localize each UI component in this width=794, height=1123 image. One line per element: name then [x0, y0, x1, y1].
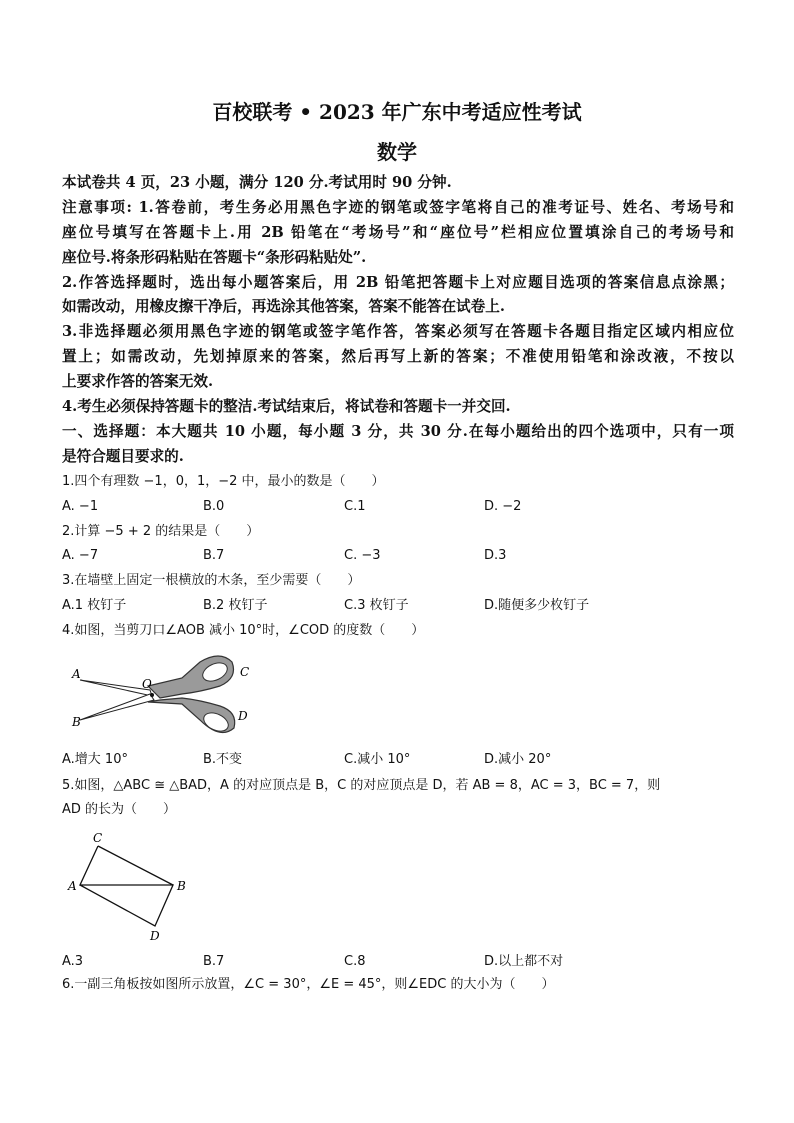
question-2-stem: 2.计算 −5 + 2 的结果是（ ）	[62, 524, 260, 539]
label-b: B	[72, 715, 81, 729]
q1-option-c: C.1	[344, 499, 366, 514]
note-line: 如需改动，用橡皮擦干净后，再选涂其他答案，答案不能答在试卷上.	[62, 298, 505, 315]
q2-option-a: A. −7	[62, 548, 99, 563]
note-line: 座位号填写在答题卡上.用 2B 铅笔在“考场号”和“座位号”栏相应位置填涂自己的考场号和	[62, 224, 734, 241]
q5-option-b: B.7	[203, 954, 225, 969]
label-b: B	[177, 879, 186, 893]
question-3-stem: 3.在墙壁上固定一根横放的木条，至少需要（ ）	[62, 573, 361, 588]
label-c: C	[240, 665, 250, 679]
q3-option-d: D.随便多少枚钉子	[484, 598, 590, 613]
note-line: 注意事项: 1.答卷前，考生务必用黑色字迹的钢笔或签字笔将自己的准考证号、姓名、考场号和	[62, 199, 734, 216]
q1-option-b: B.0	[203, 499, 225, 514]
section-heading: 一、选择题：本大题共 10 小题，每小题 3 分，共 30 分.在每小题给出的四个选项中，只有一项	[62, 423, 734, 440]
section-heading: 是符合题目要求的.	[62, 448, 184, 465]
label-d: D	[150, 929, 160, 943]
note-line: 2.作答选择题时，选出每小题答案后，用 2B 铅笔把答题卡上对应题目选项的答案信息点涂黑；	[62, 274, 734, 291]
question-4-stem: 4.如图，当剪刀口∠AOB 减小 10°时，∠COD 的度数（ ）	[62, 623, 425, 638]
quadrilateral-figure	[60, 828, 200, 943]
q1-option-d: D. −2	[484, 499, 522, 514]
question-5-stem-cont: AD 的长为（ ）	[62, 802, 177, 817]
q5-option-d: D.以上都不对	[484, 954, 564, 969]
q1-option-a: A. −1	[62, 499, 99, 514]
label-o: O	[142, 677, 152, 691]
note-line: 座位号.将条形码粘贴在答题卡“条形码粘贴处”.	[62, 249, 367, 266]
q5-option-c: C.8	[344, 954, 366, 969]
q2-option-d: D.3	[484, 548, 507, 563]
q3-option-b: B.2 枚钉子	[203, 598, 268, 613]
label-d: D	[238, 709, 248, 723]
exam-title: 百校联考 • 2023 年广东中考适应性考试	[212, 100, 582, 124]
q4-option-b: B.不变	[203, 752, 243, 767]
note-line: 上要求作答的答案无效.	[62, 373, 214, 390]
question-6-stem: 6.一副三角板按如图所示放置，∠C = 30°，∠E = 45°，则∠EDC 的大小为（ ）	[62, 977, 555, 992]
exam-summary: 本试卷共 4 页，23 小题，满分 120 分.考试用时 90 分钟.	[62, 174, 452, 191]
label-c: C	[93, 831, 103, 845]
q5-option-a: A.3	[62, 954, 84, 969]
q2-option-b: B.7	[203, 548, 225, 563]
q4-option-a: A.增大 10°	[62, 752, 128, 767]
q3-option-c: C.3 枚钉子	[344, 598, 409, 613]
q4-option-d: D.减小 20°	[484, 752, 552, 767]
note-line: 4.考生必须保持答题卡的整洁.考试结束后，将试卷和答题卡一并交回.	[62, 398, 511, 415]
label-a: A	[72, 667, 81, 681]
question-5-stem: 5.如图，△ABC ≅ △BAD，A 的对应顶点是 B，C 的对应顶点是 D，若 AB = 8，AC = 3，BC = 7，则	[62, 778, 661, 793]
note-line: 置上；如需改动，先划掉原来的答案，然后再写上新的答案；不准使用铅笔和涂改液，不按以	[62, 348, 734, 365]
subject-title: 数学	[377, 140, 417, 164]
note-line: 3.非选择题必须用黑色字迹的钢笔或签字笔作答，答案必须写在答题卡各题目指定区域内相应位	[62, 323, 734, 340]
q4-option-c: C.减小 10°	[344, 752, 411, 767]
question-1-stem: 1.四个有理数 −1，0，1，−2 中，最小的数是（ ）	[62, 474, 385, 489]
label-a: A	[68, 879, 77, 893]
q3-option-a: A.1 枚钉子	[62, 598, 127, 613]
q2-option-c: C. −3	[344, 548, 381, 563]
scissors-figure	[60, 648, 260, 743]
